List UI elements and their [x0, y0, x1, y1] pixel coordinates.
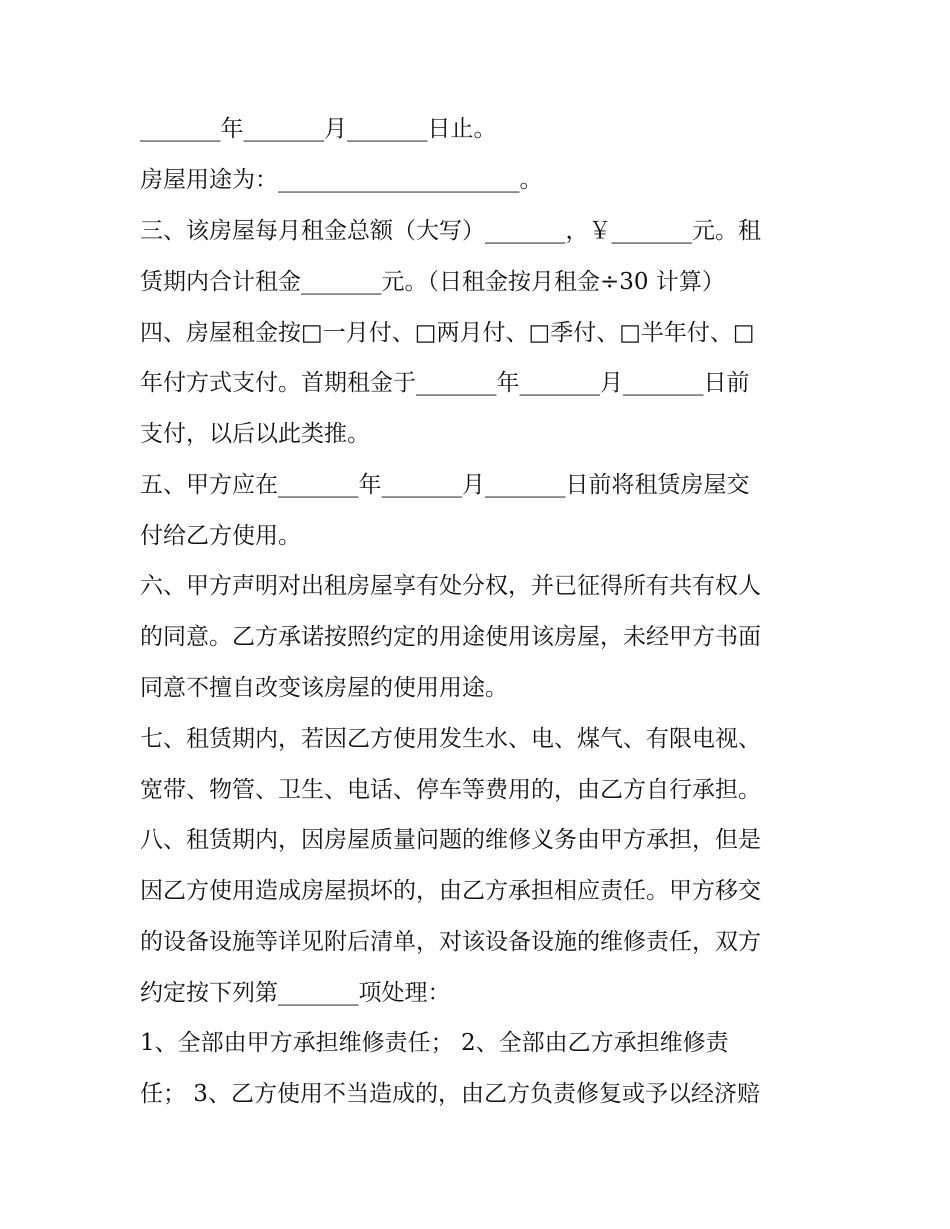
contract-line: 支付，以后以此类推。	[140, 421, 370, 447]
contract-line: 任； 3、乙方使用不当造成的，由乙方负责修复或予以经济赔	[140, 1081, 760, 1107]
contract-line: 三、该房屋每月租金总额（大写）_______，￥_______元。租	[140, 218, 761, 244]
contract-line: 付给乙方使用。	[140, 523, 301, 549]
contract-line: 的设备设施等详见附后清单，对该设备设施的维修责任，双方	[140, 929, 761, 955]
contract-line: 五、甲方应在_______年_______月_______日前将租赁房屋交	[140, 472, 750, 498]
contract-line: 七、租赁期内，若因乙方使用发生水、电、煤气、有限电视、	[140, 726, 761, 752]
contract-line: 年付方式支付。首期租金于_______年_______月_______日前	[140, 370, 750, 396]
contract-line: 八、租赁期内，因房屋质量问题的维修义务由甲方承担，但是	[140, 827, 761, 853]
contract-line: 同意不擅自改变该房屋的使用用途。	[140, 675, 508, 701]
contract-line: _______年_______月_______日止。	[140, 116, 497, 142]
contract-line: 赁期内合计租金_______元。（日租金按月租金÷30 计算）	[140, 269, 725, 295]
contract-line: 房屋用途为：_____________________。	[140, 167, 543, 193]
contract-line: 因乙方使用造成房屋损坏的，由乙方承担相应责任。甲方移交	[140, 878, 761, 904]
contract-line: 1、全部由甲方承担维修责任； 2、全部由乙方承担维修责	[140, 1030, 729, 1056]
contract-line: 约定按下列第_______项处理：	[140, 980, 451, 1006]
contract-line: 宽带、物管、卫生、电话、停车等费用的，由乙方自行承担。	[140, 777, 761, 803]
contract-line: 的同意。乙方承诺按照约定的用途使用该房屋，未经甲方书面	[140, 624, 761, 650]
contract-line: 六、甲方声明对出租房屋享有处分权，并已征得所有共有权人	[140, 573, 761, 599]
contract-line: 四、房屋租金按□一月付、□两月付、□季付、□半年付、□	[140, 320, 755, 346]
